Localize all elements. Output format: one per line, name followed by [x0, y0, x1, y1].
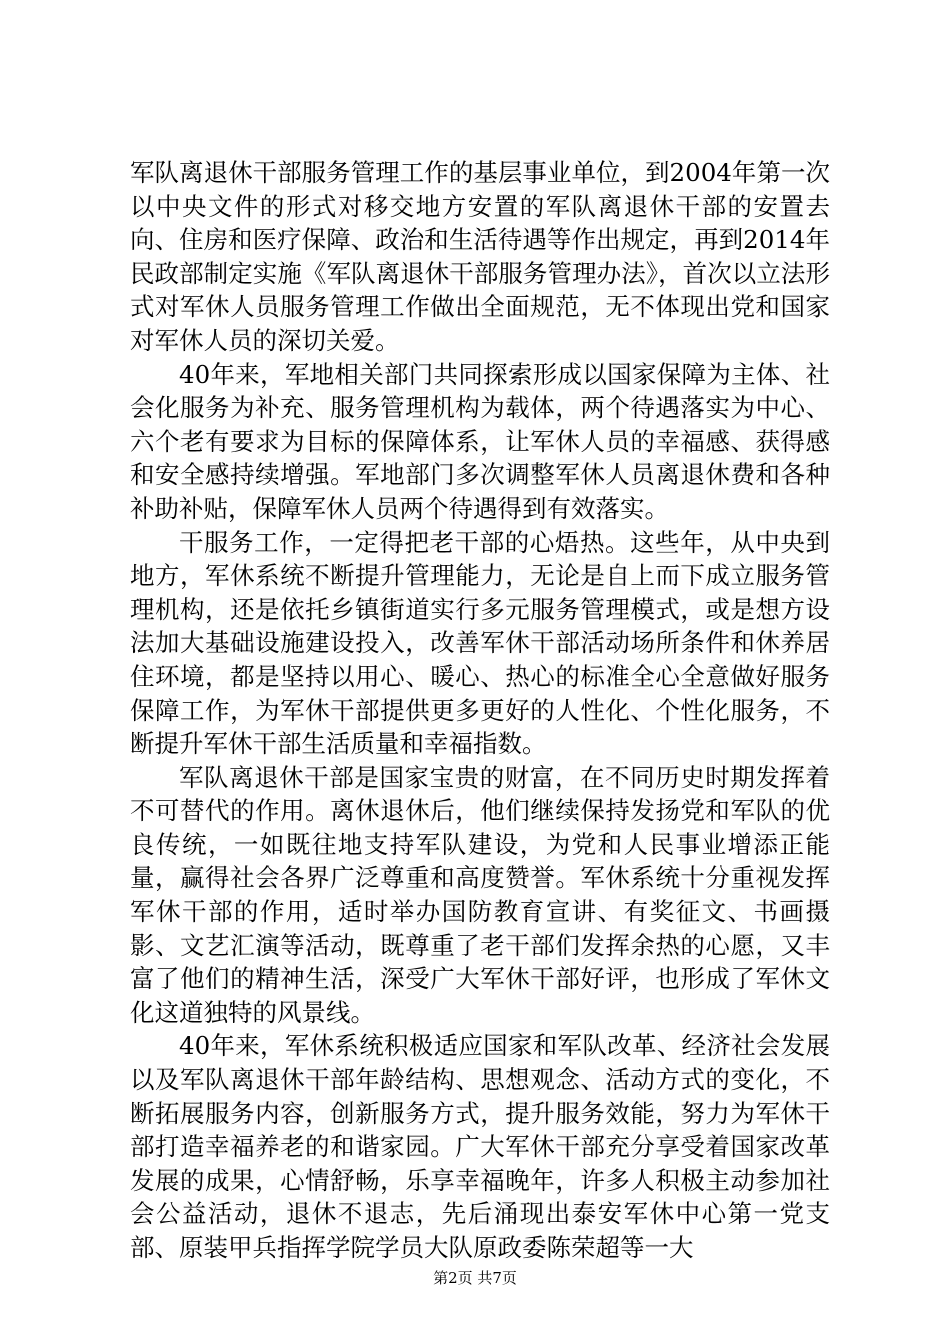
paragraph-2: 40年来，军地相关部门共同探索形成以国家保障为主体、社会化服务为补充、服务管理机构为载体，两个待遇落实为中心、六个老有要求为目标的保障体系，让军休人员的幸福感、获得感和安全感持续增强。军地部门多次调整军休人员离退休费和各种补助补贴，保障军休人员两个待遇得到有效落实。	[130, 359, 830, 523]
page-number-label: 第2页 共7页	[433, 1269, 517, 1287]
paragraph-3: 干服务工作，一定得把老干部的心焐热。这些年，从中央到地方，军休系统不断提升管理能力，无论是自上而下成立服务管理机构，还是依托乡镇街道实行多元服务管理模式，或是想方设法加大基础设施建设投入，改善军休干部活动场所条件和休养居住环境，都是坚持以用心、暖心、热心的标准全心全意做好服务保障工作，为军休干部提供更多更好的人性化、个性化服务，不断提升军休干部生活质量和幸福指数。	[130, 527, 830, 759]
document-body	[130, 156, 830, 1265]
paragraph-4: 军队离退休干部是国家宝贵的财富，在不同历史时期发挥着不可替代的作用。离休退休后，他们继续保持发扬党和军队的优良传统，一如既往地支持军队建设，为党和人民事业增添正能量，赢得社会各界广泛尊重和高度赞誉。军休系统十分重视发挥军休干部的作用，适时举办国防教育宣讲、有奖征文、书画摄影、文艺汇演等活动，既尊重了老干部们发挥余热的心愿，又丰富了他们的精神生活，深受广大军休干部好评，也形成了军休文化这道独特的风景线。	[130, 762, 830, 1027]
paragraph-5: 40年来，军休系统积极适应国家和军队改革、经济社会发展以及军队离退休干部年龄结构、思想观念、活动方式的变化，不断拓展服务内容，创新服务方式，提升服务效能，努力为军休干部打造幸福养老的和谐家园。广大军休干部充分享受着国家改革发展的成果，心情舒畅，乐享幸福晚年，许多人积极主动参加社会公益活动，退休不退志，先后涌现出泰安军休中心第一党支部、原装甲兵指挥学院学员大队原政委陈荣超等一大	[130, 1031, 830, 1262]
paragraph-1: 军队离退休干部服务管理工作的基层事业单位，到2004年第一次以中央文件的形式对移交地方安置的军队离退休干部的安置去向、住房和医疗保障、政治和生活待遇等作出规定，再到2014年民政部制定实施《军队离退休干部服务管理办法》，首次以立法形式对军休人员服务管理工作做出全面规范，无不体现出党和国家对军休人员的深切关爱。	[130, 158, 830, 355]
page-footer	[0, 1268, 950, 1288]
